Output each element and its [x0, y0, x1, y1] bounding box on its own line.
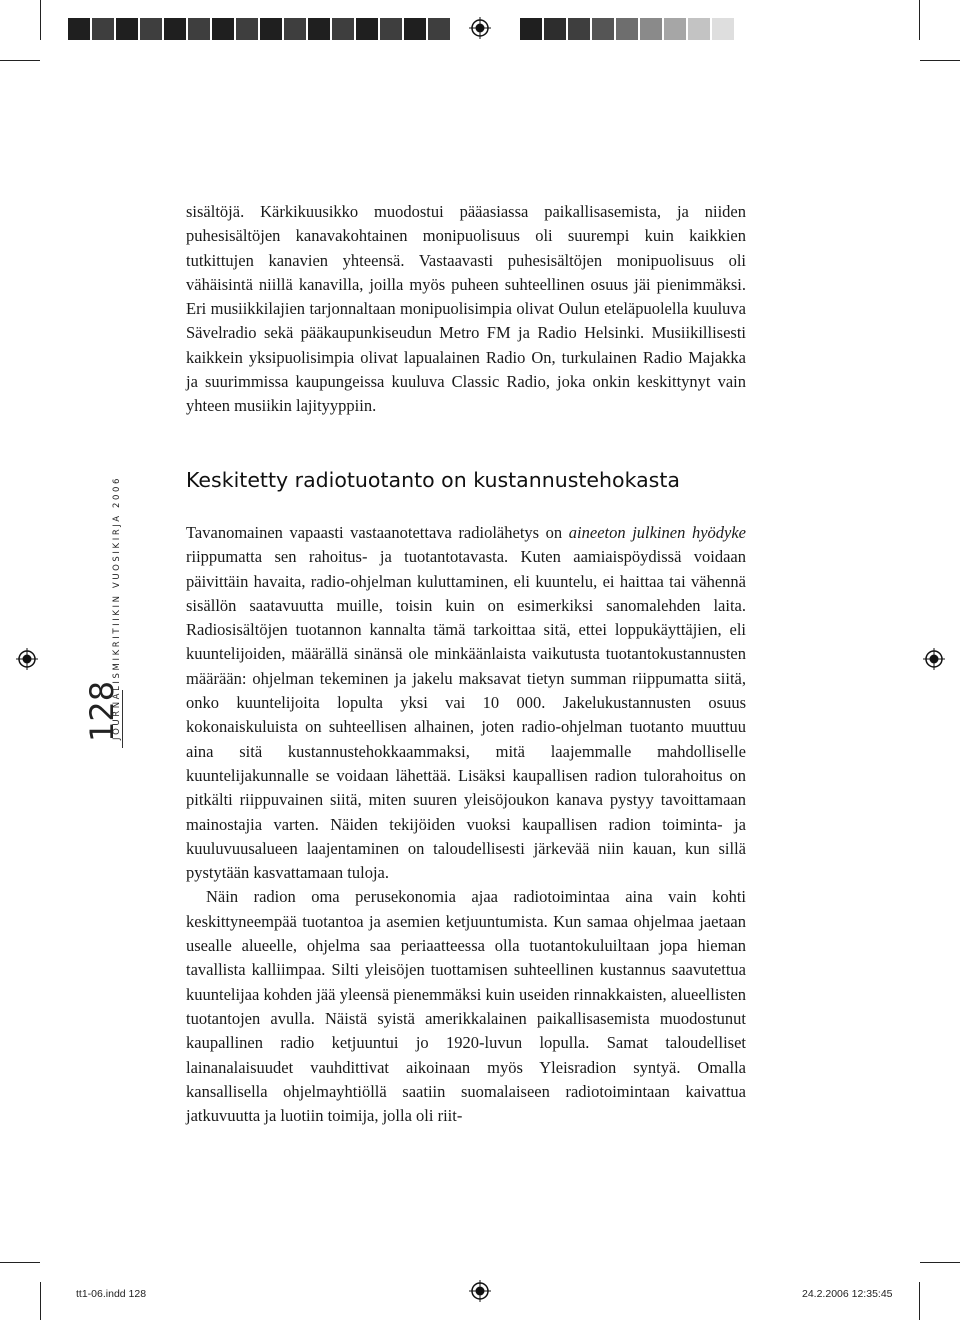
crop-mark-top-left-h: [0, 60, 40, 61]
color-swatch: [428, 18, 450, 40]
paragraph-1-italic: aineeton julkinen hyödyke: [568, 523, 746, 542]
color-swatch: [712, 18, 734, 40]
crop-mark-bottom-right-v: [919, 1282, 920, 1320]
color-swatch: [140, 18, 162, 40]
registration-mark-right: [923, 648, 945, 670]
color-swatch: [284, 18, 306, 40]
color-swatch: [92, 18, 114, 40]
crop-mark-top-right-h: [920, 60, 960, 61]
color-swatch: [164, 18, 186, 40]
running-header: JOURNALISMIKRITIIKIN VUOSIKIRJA 2006: [112, 475, 122, 740]
color-swatch: [544, 18, 566, 40]
color-swatch: [688, 18, 710, 40]
slug-filename: tt1-06.indd 128: [76, 1288, 147, 1300]
paragraph-1-rest: riippumatta sen rahoitus- ja tuotantotavasta. Kuten aamiaispöydissä voidaan päivittäin havaita, radio-ohjelman kuluttaminen, eli kuuntelu, ei haittaa tai vähennä sisällön saatavuutta muille, toisin kuin on esimerkiksi sanomalehden laita. Radiosisältöjen tuotannon kannalta tämä tarkoittaa sitä, ettei loppukäyttäjien, eli kuuntelijoiden, määrällä sinänsä ole minkäänlaista vaikutusta tuotantokustannusten määrään: ohjelman tekeminen ja jakelu maksavat tietyn summan riippumatta siitä, onko kuuntelijoita lopulta yksi vai 10 000. Jakelukustannusten osuus kokonaiskuluista on suhteellisen alhainen, joten radio-ohjelman tuotanto muuttuu aina sitä kustannustehokkaammaksi, mitä laajemmalle mahdolliselle kuuntelijakunnalle se voidaan lähettää. Lisäksi kaupallisen radion tulorahoitus on pitkälti riippuvainen siitä, miten suuren yleisöjoukon kanava pystyy tavoittamaan mainostajia varten. Näiden tekijöiden vuoksi kaupallisen radion toiminta- ja kuuluvuusalueen laajentaminen on taloudellisesti järkevää niin kauan, kun sillä pystytään kasvattamaan tuloja.: [186, 547, 746, 883]
color-swatch: [116, 18, 138, 40]
color-bar-right: [520, 18, 736, 40]
color-swatch: [380, 18, 402, 40]
crop-mark-bottom-left-h: [0, 1262, 40, 1263]
crop-mark-top-right-v: [919, 0, 920, 40]
paragraph-2: Näin radion oma perusekonomia ajaa radiotoimintaa aina vain kohti keskittyneempää tuotantoa ja asemien ketjuuntumista. Kun samaa ohjelmaa jaetaan usealle alueelle, ohjelma saa periaatteessa olla tuotantokuluiltaan jopa hieman tavallista kalliimpaa. Silti yleisöjen tuottamisen suhteellinen kustannus saavutettua kuuntelijaa kohden jää yleensä pienemmäksi kuin useiden rinnakkaisten, alueellisten tuotantojen avulla. Näistä syistä amerikkalainen paikallisasemista muodostunut kaupallinen radio ketjuuntui jo 1920-luvun lopulla. Samat taloudelliset lainanalaisuudet vauhdittivat aikoinaan myös Yleisradion syntyä. Omalla kansallisella ohjelmayhtiöllä saatiin suomalaiseen radiotoimintaan kaivattua jatkuvuutta ja luotiin toimija, jolla oli riit-: [186, 887, 746, 1126]
color-swatch: [260, 18, 282, 40]
color-swatch: [236, 18, 258, 40]
crop-mark-bottom-right-h: [920, 1262, 960, 1263]
registration-mark-bottom: [469, 1280, 491, 1302]
paragraph-1: [186, 521, 746, 885]
slug-timestamp: 24.2.2006 12:35:45: [802, 1288, 893, 1300]
continuation-paragraph: [186, 200, 746, 419]
color-swatch: [212, 18, 234, 40]
crop-mark-bottom-left-v: [40, 1282, 41, 1320]
color-swatch: [520, 18, 542, 40]
color-swatch: [356, 18, 378, 40]
color-swatch: [332, 18, 354, 40]
color-bar-left: [68, 18, 452, 40]
color-swatch: [664, 18, 686, 40]
page-number: 128: [83, 680, 121, 742]
color-swatch: [188, 18, 210, 40]
paragraph-1-lead: Tavanomainen vapaasti vastaanotettava radiolähetys on: [186, 523, 569, 542]
color-swatch: [640, 18, 662, 40]
margin-rule: [122, 690, 123, 748]
registration-mark-left: [16, 648, 38, 670]
color-swatch: [616, 18, 638, 40]
color-swatch: [568, 18, 590, 40]
body-text: sisältöjä. Kärkikuusikko muodostui pääasiassa paikallisasemista, ja niiden puhesisältöjen kanavakohtainen monipuolisuus oli suurempi kuin kaikkien tutkittujen kanavien yhteensä. Vastaavasti puhesisältöjen monipuolisuus oli vähäisintä niillä kanavilla, joilla myös puheen suhteellinen osuus jäi pienimmäksi. Eri musiikkilajien tarjonnaltaan monipuolisimpia olivat Oulun eteläpuolella kuuluva Sävelradio sekä pääkaupunkiseudun Metro FM ja Radio Helsinki. Musiikillisesti kaikkein yksipuolisimpia olivat lapualainen Radio On, turkulainen Radio Majakka ja suurimmissa kaupungeissa kuuluva Classic Radio, joka onkin keskittynyt vain yhteen musiikin lajityyppiin.: [186, 202, 746, 416]
color-swatch: [404, 18, 426, 40]
color-swatch: [592, 18, 614, 40]
color-swatch: [308, 18, 330, 40]
color-swatch: [68, 18, 90, 40]
registration-mark-top: [469, 17, 491, 39]
crop-mark-top-left-v: [40, 0, 41, 40]
section-body: [186, 521, 746, 1128]
section-heading: Keskitetty radiotuotanto on kustannustehokasta: [186, 468, 680, 492]
